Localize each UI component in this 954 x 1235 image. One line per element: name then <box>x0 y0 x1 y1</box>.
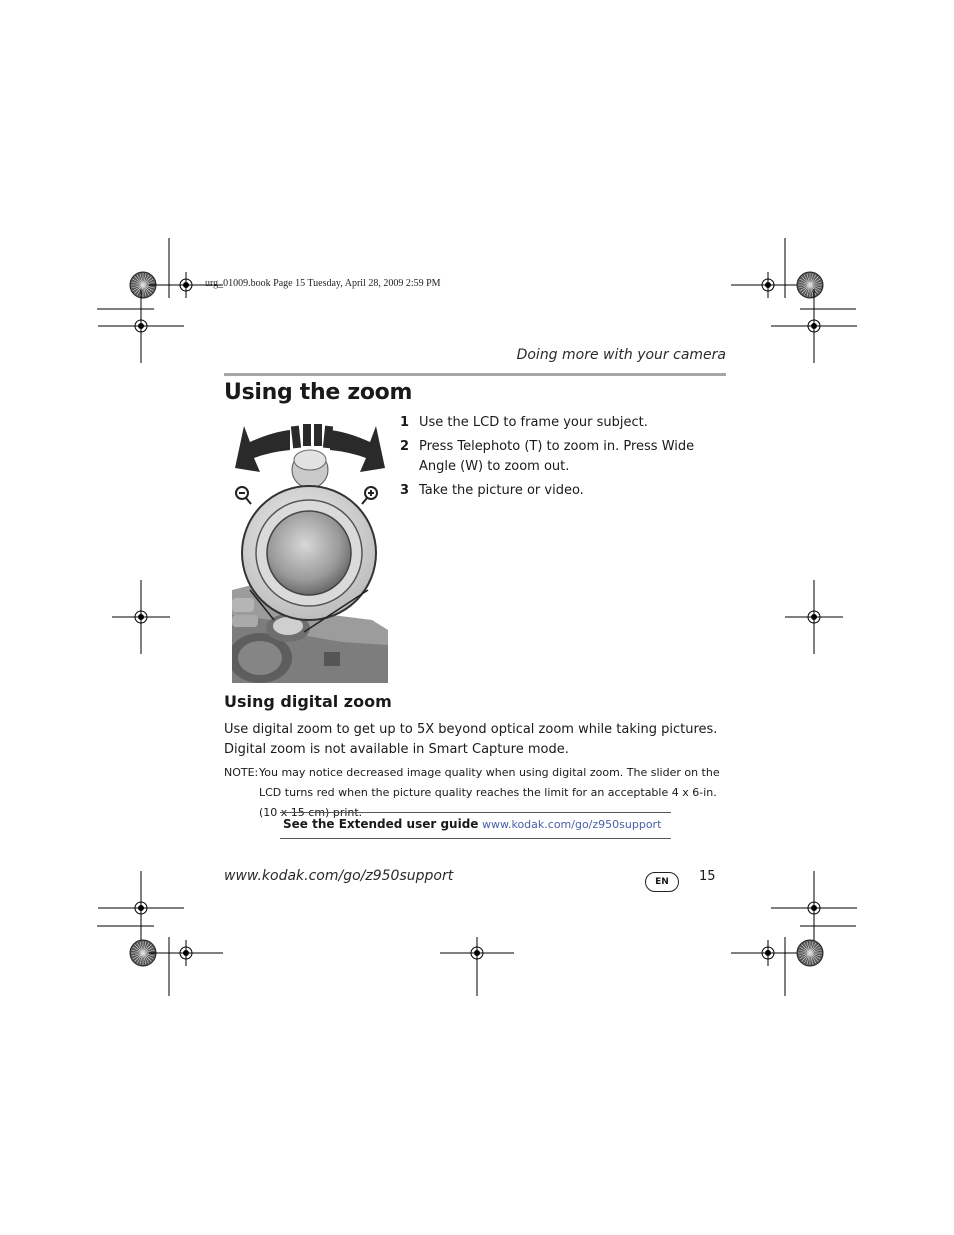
running-header: Doing more with your camera <box>516 347 726 363</box>
extended-guide-box <box>280 812 671 839</box>
registration-mark <box>139 324 144 329</box>
zoom-lever-illustration <box>232 420 388 683</box>
language-badge: EN <box>645 872 679 892</box>
registration-mark <box>184 283 189 288</box>
registration-mark <box>812 906 817 911</box>
step-text: Use the LCD to frame your subject. <box>419 415 648 430</box>
header-rule <box>224 373 726 376</box>
footer-url: www.kodak.com/go/z950support <box>224 868 454 884</box>
registration-mark <box>139 615 144 620</box>
registration-mark <box>812 615 817 620</box>
digital-zoom-paragraph: Use digital zoom to get up to 5X beyond optical zoom while taking pictures. Digital zoom is not available in Smart Capture mode. <box>224 722 718 757</box>
step-item <box>400 437 730 476</box>
crop-marks <box>97 238 857 996</box>
page-title: Using the zoom <box>224 380 413 405</box>
step-text: Press Telephoto (T) to zoom in. Press Wide Angle (W) to zoom out. <box>419 439 695 474</box>
step-item <box>400 413 730 433</box>
registration-mark <box>184 951 189 956</box>
step-number: 2 <box>400 439 410 454</box>
note-text: You may notice decreased image quality when using digital zoom. The slider on the LCD turns red when the picture quality reaches the limit for an acceptable 4 x 6-in. (10 x 15 cm) print. <box>259 766 720 819</box>
zoom-steps <box>400 413 730 505</box>
registration-mark <box>766 283 771 288</box>
print-slug: urg_01009.book Page 15 Tuesday, April 28, 2009 2:59 PM <box>205 278 441 289</box>
registration-mark <box>766 951 771 956</box>
step-text: Take the picture or video. <box>419 482 584 498</box>
step-number: 1 <box>400 415 410 430</box>
registration-mark <box>812 324 817 329</box>
extended-guide-label: See the Extended user guide <box>283 817 479 831</box>
step-item <box>400 481 730 501</box>
note-label: NOTE: <box>224 766 259 779</box>
extended-guide-link[interactable]: www.kodak.com/go/z950support <box>482 818 662 831</box>
digital-zoom-heading: Using digital zoom <box>224 692 392 711</box>
registration-mark <box>139 906 144 911</box>
step-number: 3 <box>400 482 410 498</box>
page-number: 15 <box>699 869 716 884</box>
